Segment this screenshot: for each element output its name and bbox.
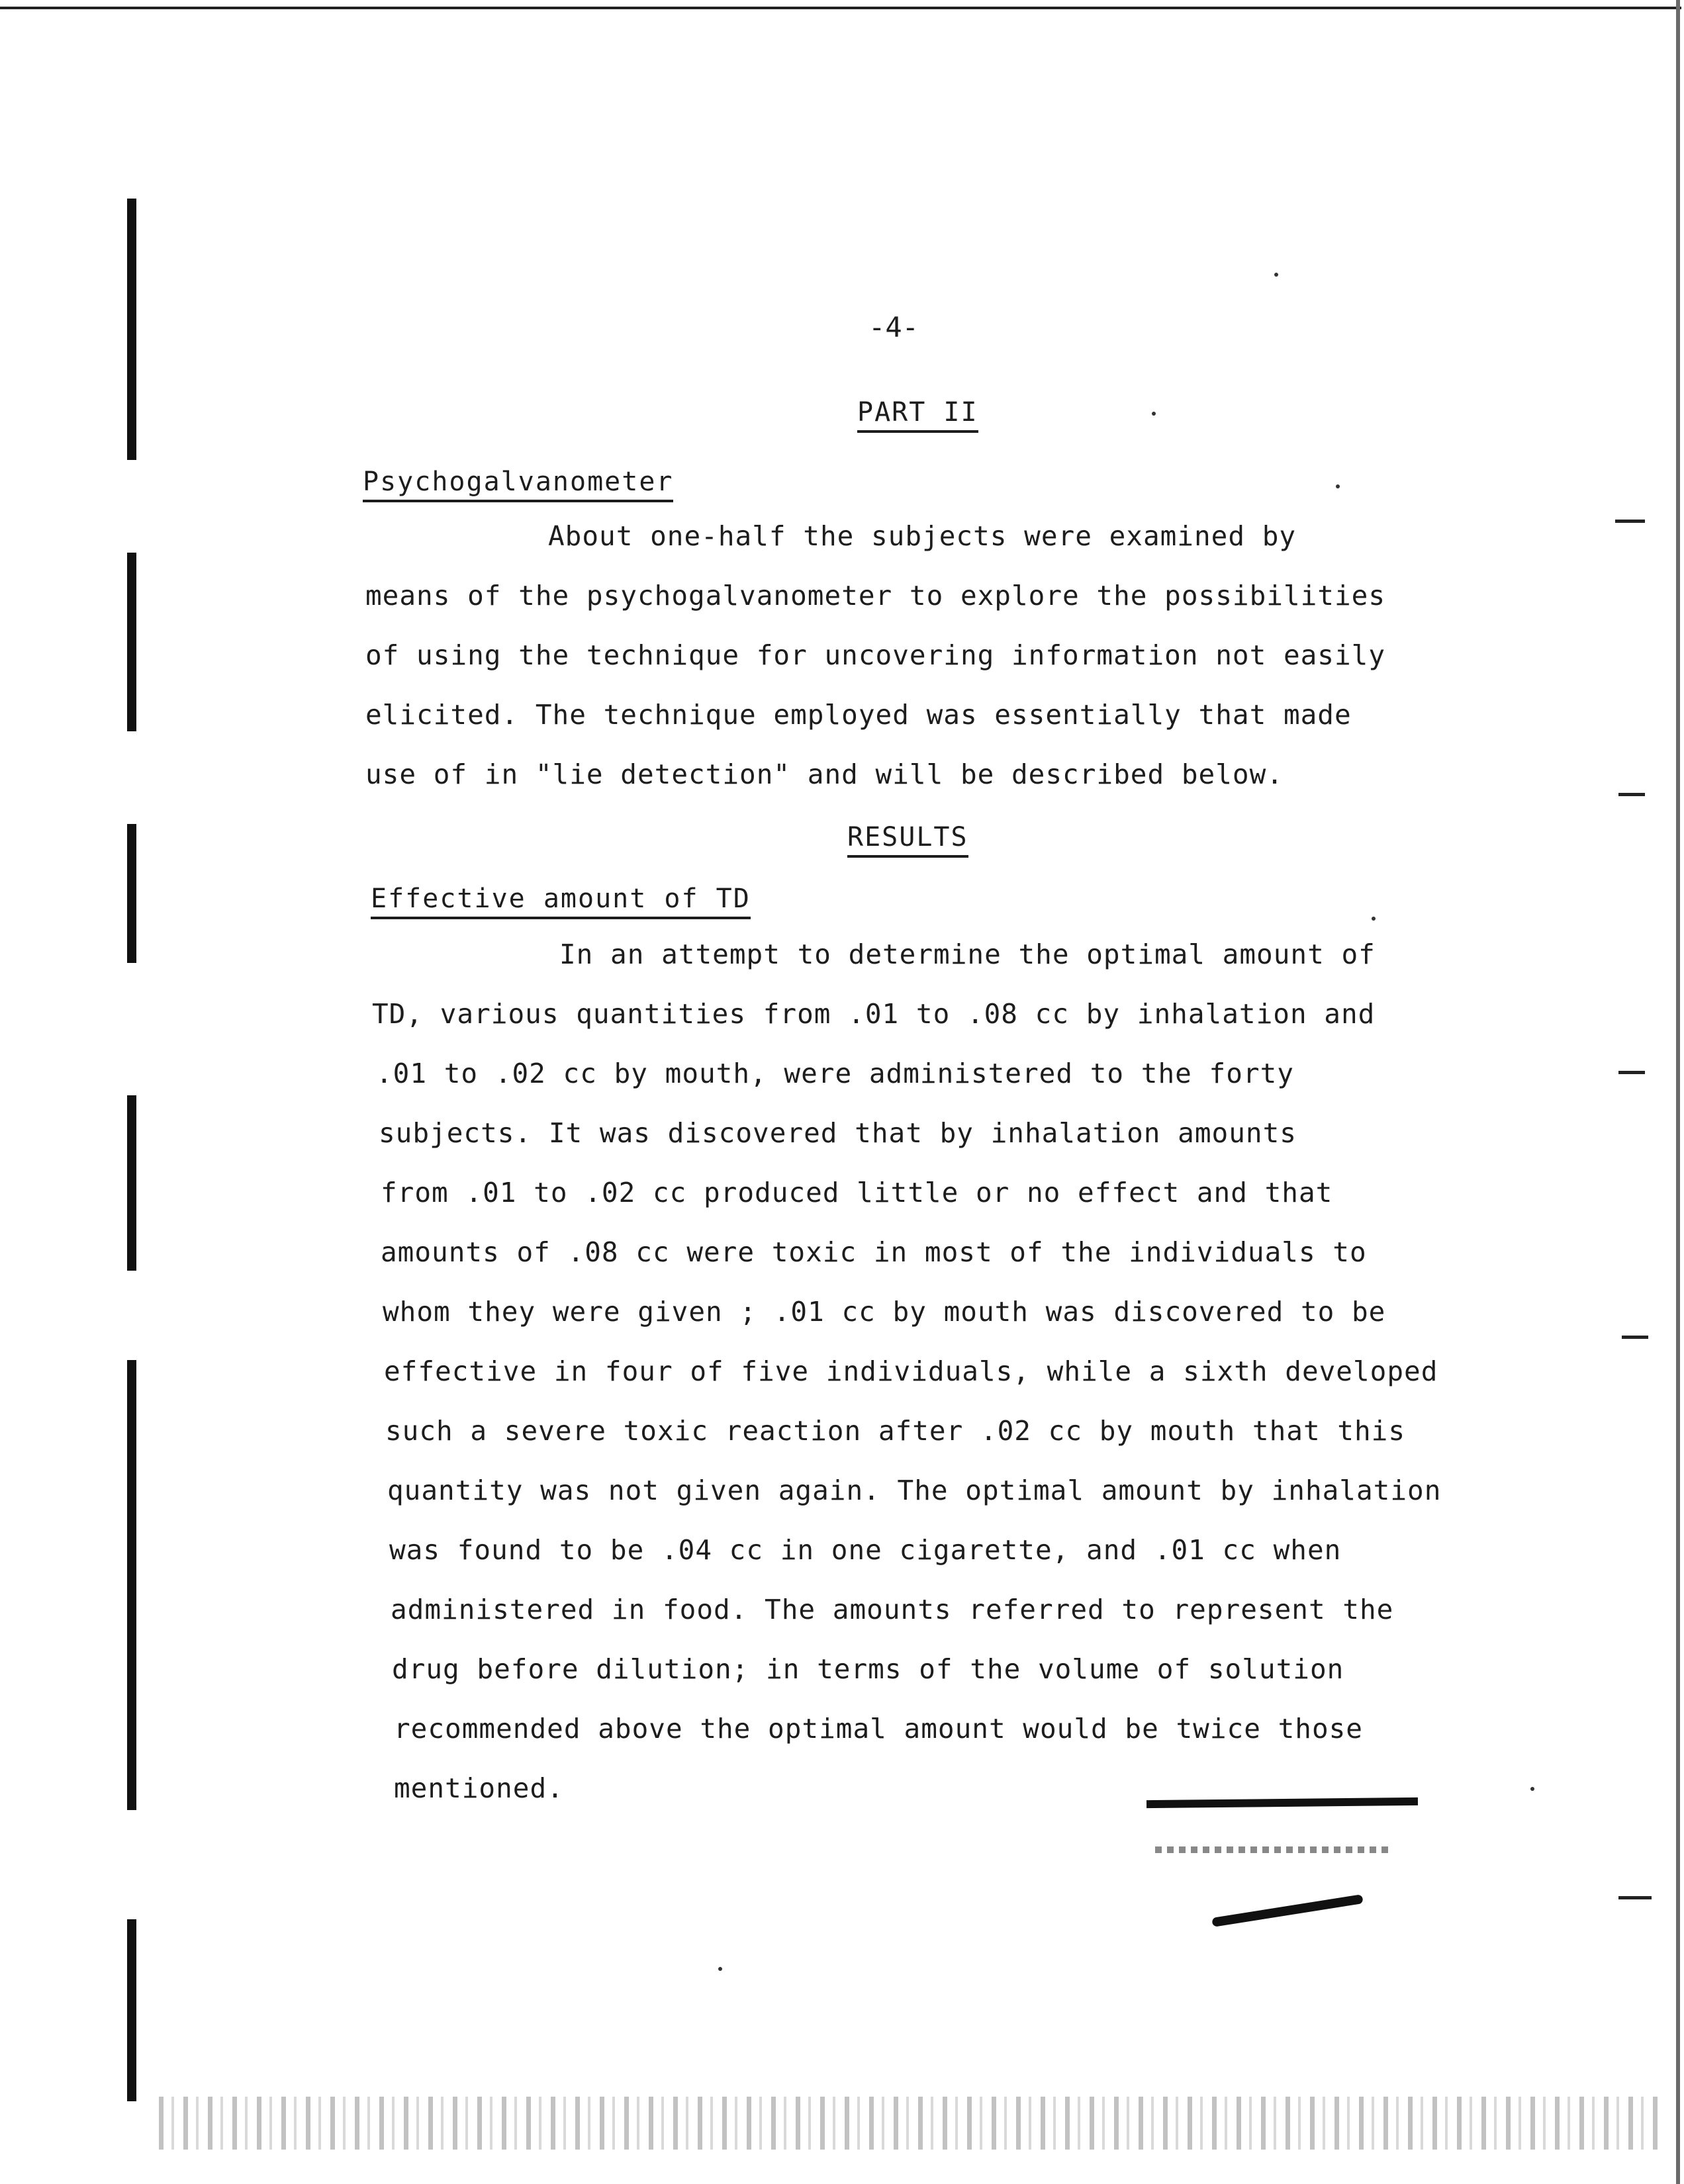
paragraph-line: About one-half the subjects were examined by (548, 520, 1297, 552)
left-margin-bar (127, 553, 136, 731)
scan-speck (1530, 1787, 1534, 1791)
paragraph-line: was found to be .04 cc in one cigarette, and .01 cc when (389, 1534, 1342, 1566)
paragraph-line: elicited. The technique employed was essentially that made (365, 699, 1352, 731)
paragraph-line: mentioned. (394, 1772, 564, 1804)
paragraph-line: use of in "lie detection" and will be described below. (365, 758, 1284, 790)
paragraph-line: administered in food. The amounts referred to represent the (391, 1594, 1394, 1625)
paragraph-line: effective in four of five individuals, while a sixth developed (384, 1355, 1438, 1387)
left-margin-bar (127, 1919, 136, 2101)
paragraph-line: TD, various quantities from .01 to .08 cc by inhalation and (372, 998, 1376, 1030)
paragraph-line: In an attempt to determine the optimal amount of (559, 938, 1376, 970)
part-heading: PART II (857, 397, 978, 433)
handwritten-scribble (1155, 1846, 1393, 1853)
left-margin-bar (127, 824, 136, 963)
paragraph-line: .01 to .02 cc by mouth, were administered to the forty (376, 1058, 1294, 1089)
scan-speck (1372, 917, 1376, 921)
results-heading: RESULTS (847, 822, 968, 858)
paragraph-line: whom they were given ; .01 cc by mouth was discovered to be (383, 1296, 1386, 1328)
left-margin-bar (127, 199, 136, 460)
scan-speck (1336, 484, 1340, 488)
right-margin-tick (1618, 793, 1645, 796)
right-margin-tick (1622, 1336, 1648, 1339)
right-margin-tick (1618, 1896, 1652, 1899)
scan-speck (1152, 412, 1156, 416)
handwritten-stroke (1211, 1894, 1363, 1927)
scan-speck (718, 1967, 722, 1971)
paragraph-line: drug before dilution; in terms of the volume of solution (392, 1653, 1344, 1685)
paragraph-line: subjects. It was discovered that by inhalation amounts (379, 1117, 1297, 1149)
left-margin-bar (127, 1095, 136, 1271)
effective-amount-heading: Effective amount of TD (371, 884, 751, 919)
paragraph-line: quantity was not given again. The optimal amount by inhalation (387, 1475, 1442, 1506)
right-margin-tick (1615, 520, 1645, 523)
paragraph-line: means of the psychogalvanometer to explore the possibilities (365, 580, 1386, 612)
paragraph-line: of using the technique for uncovering information not easily (365, 639, 1386, 671)
scan-top-edge (0, 7, 1681, 9)
right-margin-tick (1618, 1071, 1645, 1074)
scan-right-edge (1676, 0, 1680, 2184)
paragraph-line: such a severe toxic reaction after .02 cc by mouth that this (385, 1415, 1406, 1447)
paragraph-line: amounts of .08 cc were toxic in most of the individuals to (381, 1236, 1367, 1268)
handwritten-underline (1146, 1797, 1418, 1808)
scan-speck (1274, 273, 1278, 277)
page-number: -4- (868, 311, 919, 343)
paragraph-line: from .01 to .02 cc produced little or no effect and that (381, 1177, 1333, 1208)
paragraph-line: recommended above the optimal amount would be twice those (394, 1713, 1363, 1745)
psychogalvanometer-heading: Psychogalvanometer (363, 467, 673, 502)
left-margin-bar (127, 1360, 136, 1810)
scan-bottom-noise (159, 2097, 1661, 2150)
